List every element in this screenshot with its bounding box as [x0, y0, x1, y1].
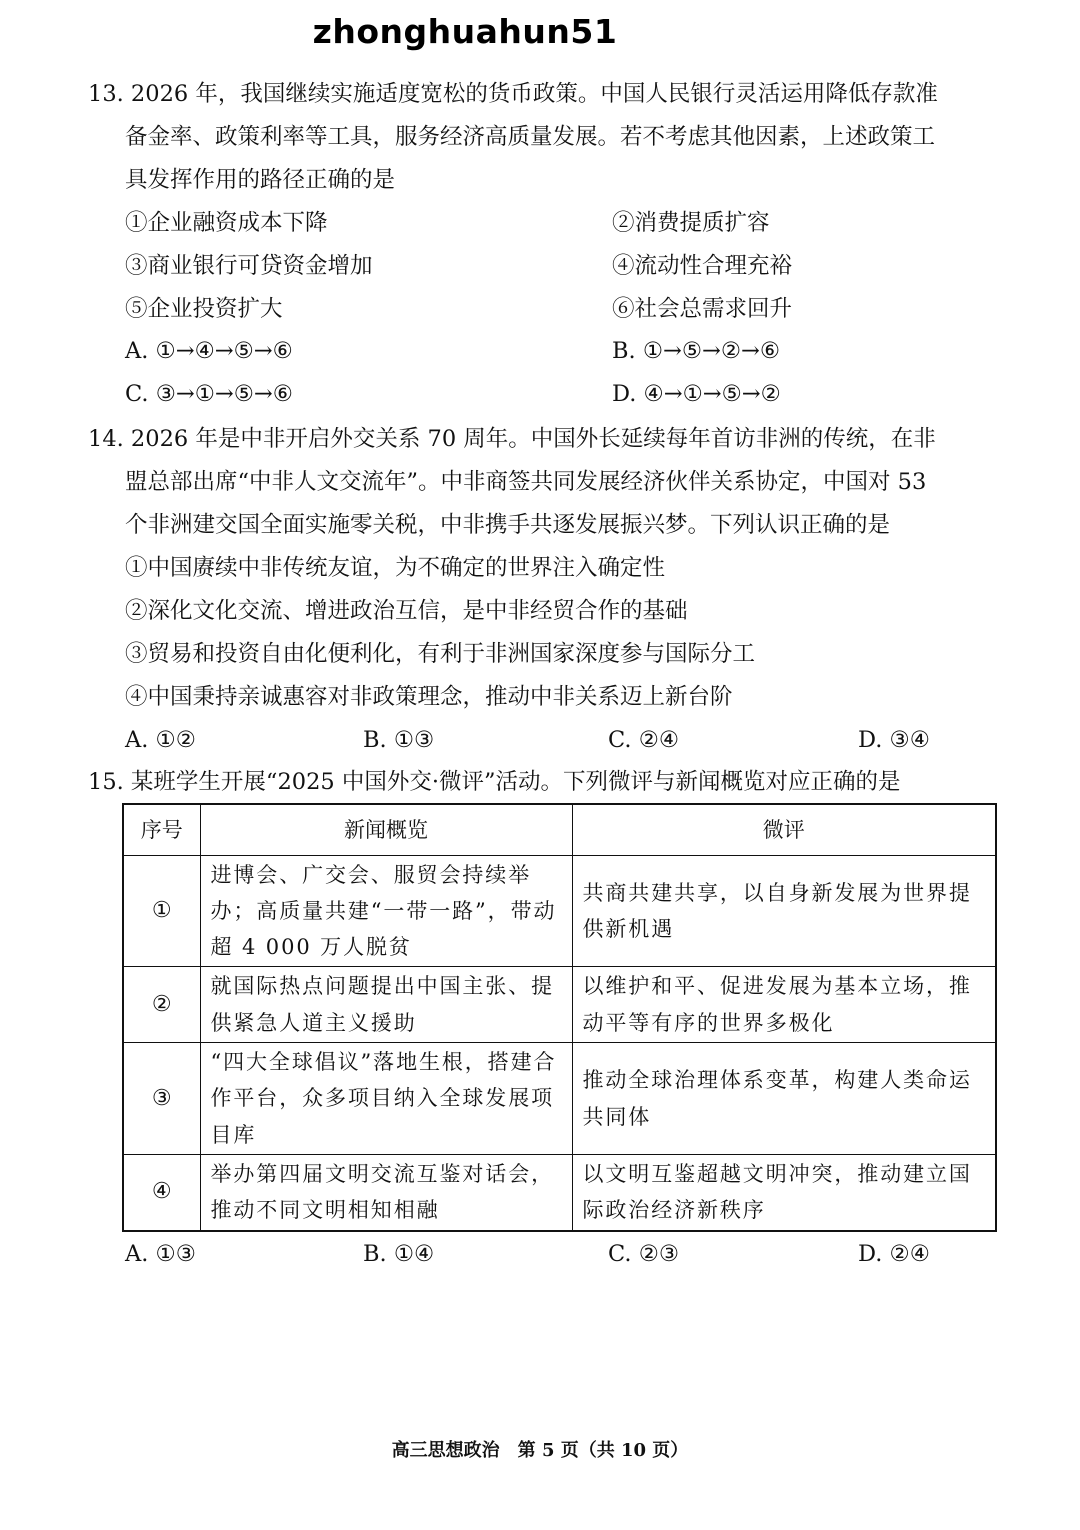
row-number: ② — [123, 967, 200, 1043]
row-news: “四大全球倡议”落地生根，搭建合作平台，众多项目纳入全球发展项目库 — [200, 1043, 572, 1155]
q15-stem: 15. 某班学生开展“2025 中国外交·微评”活动。下列微评与新闻概览对应正确的是 — [88, 769, 901, 795]
q14-stem-line-1: 14. 2026 年是中非开启外交关系 70 周年。中国外长延续每年首访非洲的传统，在非 — [88, 426, 936, 452]
q13-choice-a[interactable]: A. ①→④→⑤→⑥ — [125, 338, 293, 364]
q13-choice-d[interactable]: D. ④→①→⑤→② — [612, 381, 781, 407]
row-number: ③ — [123, 1043, 200, 1155]
q15-choice-d[interactable]: D. ②④ — [858, 1241, 930, 1267]
q14-stem-line-3: 个非洲建交国全面实施零关税，中非携手共逐发展振兴梦。下列认识正确的是 — [125, 512, 891, 538]
q13-item-1: ①企业融资成本下降 — [125, 210, 328, 236]
q13-item-5: ⑤企业投资扩大 — [125, 296, 283, 322]
q13-item-2: ②消费提质扩容 — [612, 210, 770, 236]
table-header-row — [123, 804, 996, 856]
row-review: 以维护和平、促进发展为基本立场，推动平等有序的世界多极化 — [572, 967, 996, 1043]
table-row — [123, 1043, 996, 1155]
table-row — [123, 967, 996, 1043]
row-review: 推动全球治理体系变革，构建人类命运共同体 — [572, 1043, 996, 1155]
q13-item-6: ⑥社会总需求回升 — [612, 296, 793, 322]
row-review: 以文明互鉴超越文明冲突，推动建立国际政治经济新秩序 — [572, 1155, 996, 1231]
q14-item-4: ④中国秉持亲诚惠容对非政策理念，推动中非关系迈上新台阶 — [125, 684, 733, 710]
q14-item-2: ②深化文化交流、增进政治互信，是中非经贸合作的基础 — [125, 598, 688, 624]
table-row — [123, 856, 996, 967]
q14-choice-b[interactable]: B. ①③ — [363, 727, 435, 753]
q13-choice-b[interactable]: B. ①→⑤→②→⑥ — [612, 338, 781, 364]
q14-choice-a[interactable]: A. ①② — [125, 727, 196, 753]
header-news: 新闻概览 — [200, 804, 572, 856]
row-number: ① — [123, 856, 200, 967]
q14-choice-d[interactable]: D. ③④ — [858, 727, 930, 753]
q15-choice-a[interactable]: A. ①③ — [125, 1241, 196, 1267]
header-number: 序号 — [123, 804, 200, 856]
q13-choice-c[interactable]: C. ③→①→⑤→⑥ — [125, 381, 293, 407]
row-news: 举办第四届文明交流互鉴对话会，推动不同文明相知相融 — [200, 1155, 572, 1231]
table-row — [123, 1155, 996, 1231]
q14-item-3: ③贸易和投资自由化便利化，有利于非洲国家深度参与国际分工 — [125, 641, 756, 667]
row-number: ④ — [123, 1155, 200, 1231]
q15-choice-c[interactable]: C. ②③ — [608, 1241, 680, 1267]
q13-item-4: ④流动性合理充裕 — [612, 253, 793, 279]
row-news: 进博会、广交会、服贸会持续举办；高质量共建“一带一路”，带动超 4 000 万人脱贫 — [200, 856, 572, 967]
q15-choice-b[interactable]: B. ①④ — [363, 1241, 435, 1267]
q14-choice-c[interactable]: C. ②④ — [608, 727, 680, 753]
page-footer: 高三思想政治 第 5 页（共 10 页） — [391, 1440, 689, 1461]
watermark: zhonghuahun51 — [312, 12, 618, 51]
q14-stem-line-2: 盟总部出席“中非人文交流年”。中非商签共同发展经济伙伴关系协定，中国对 53 — [125, 469, 927, 495]
q15-table — [122, 803, 997, 1232]
header-review: 微评 — [572, 804, 996, 856]
row-review: 共商共建共享，以自身新发展为世界提供新机遇 — [572, 856, 996, 967]
q13-stem-line-2: 备金率、政策利率等工具，服务经济高质量发展。若不考虑其他因素，上述政策工 — [125, 124, 936, 150]
q14-item-1: ①中国赓续中非传统友谊，为不确定的世界注入确定性 — [125, 555, 666, 581]
q13-stem-line-3: 具发挥作用的路径正确的是 — [125, 167, 396, 193]
q13-item-3: ③商业银行可贷资金增加 — [125, 253, 373, 279]
q13-stem-line-1: 13. 2026 年，我国继续实施适度宽松的货币政策。中国人民银行灵活运用降低存款准 — [88, 81, 938, 107]
row-news: 就国际热点问题提出中国主张、提供紧急人道主义援助 — [200, 967, 572, 1043]
